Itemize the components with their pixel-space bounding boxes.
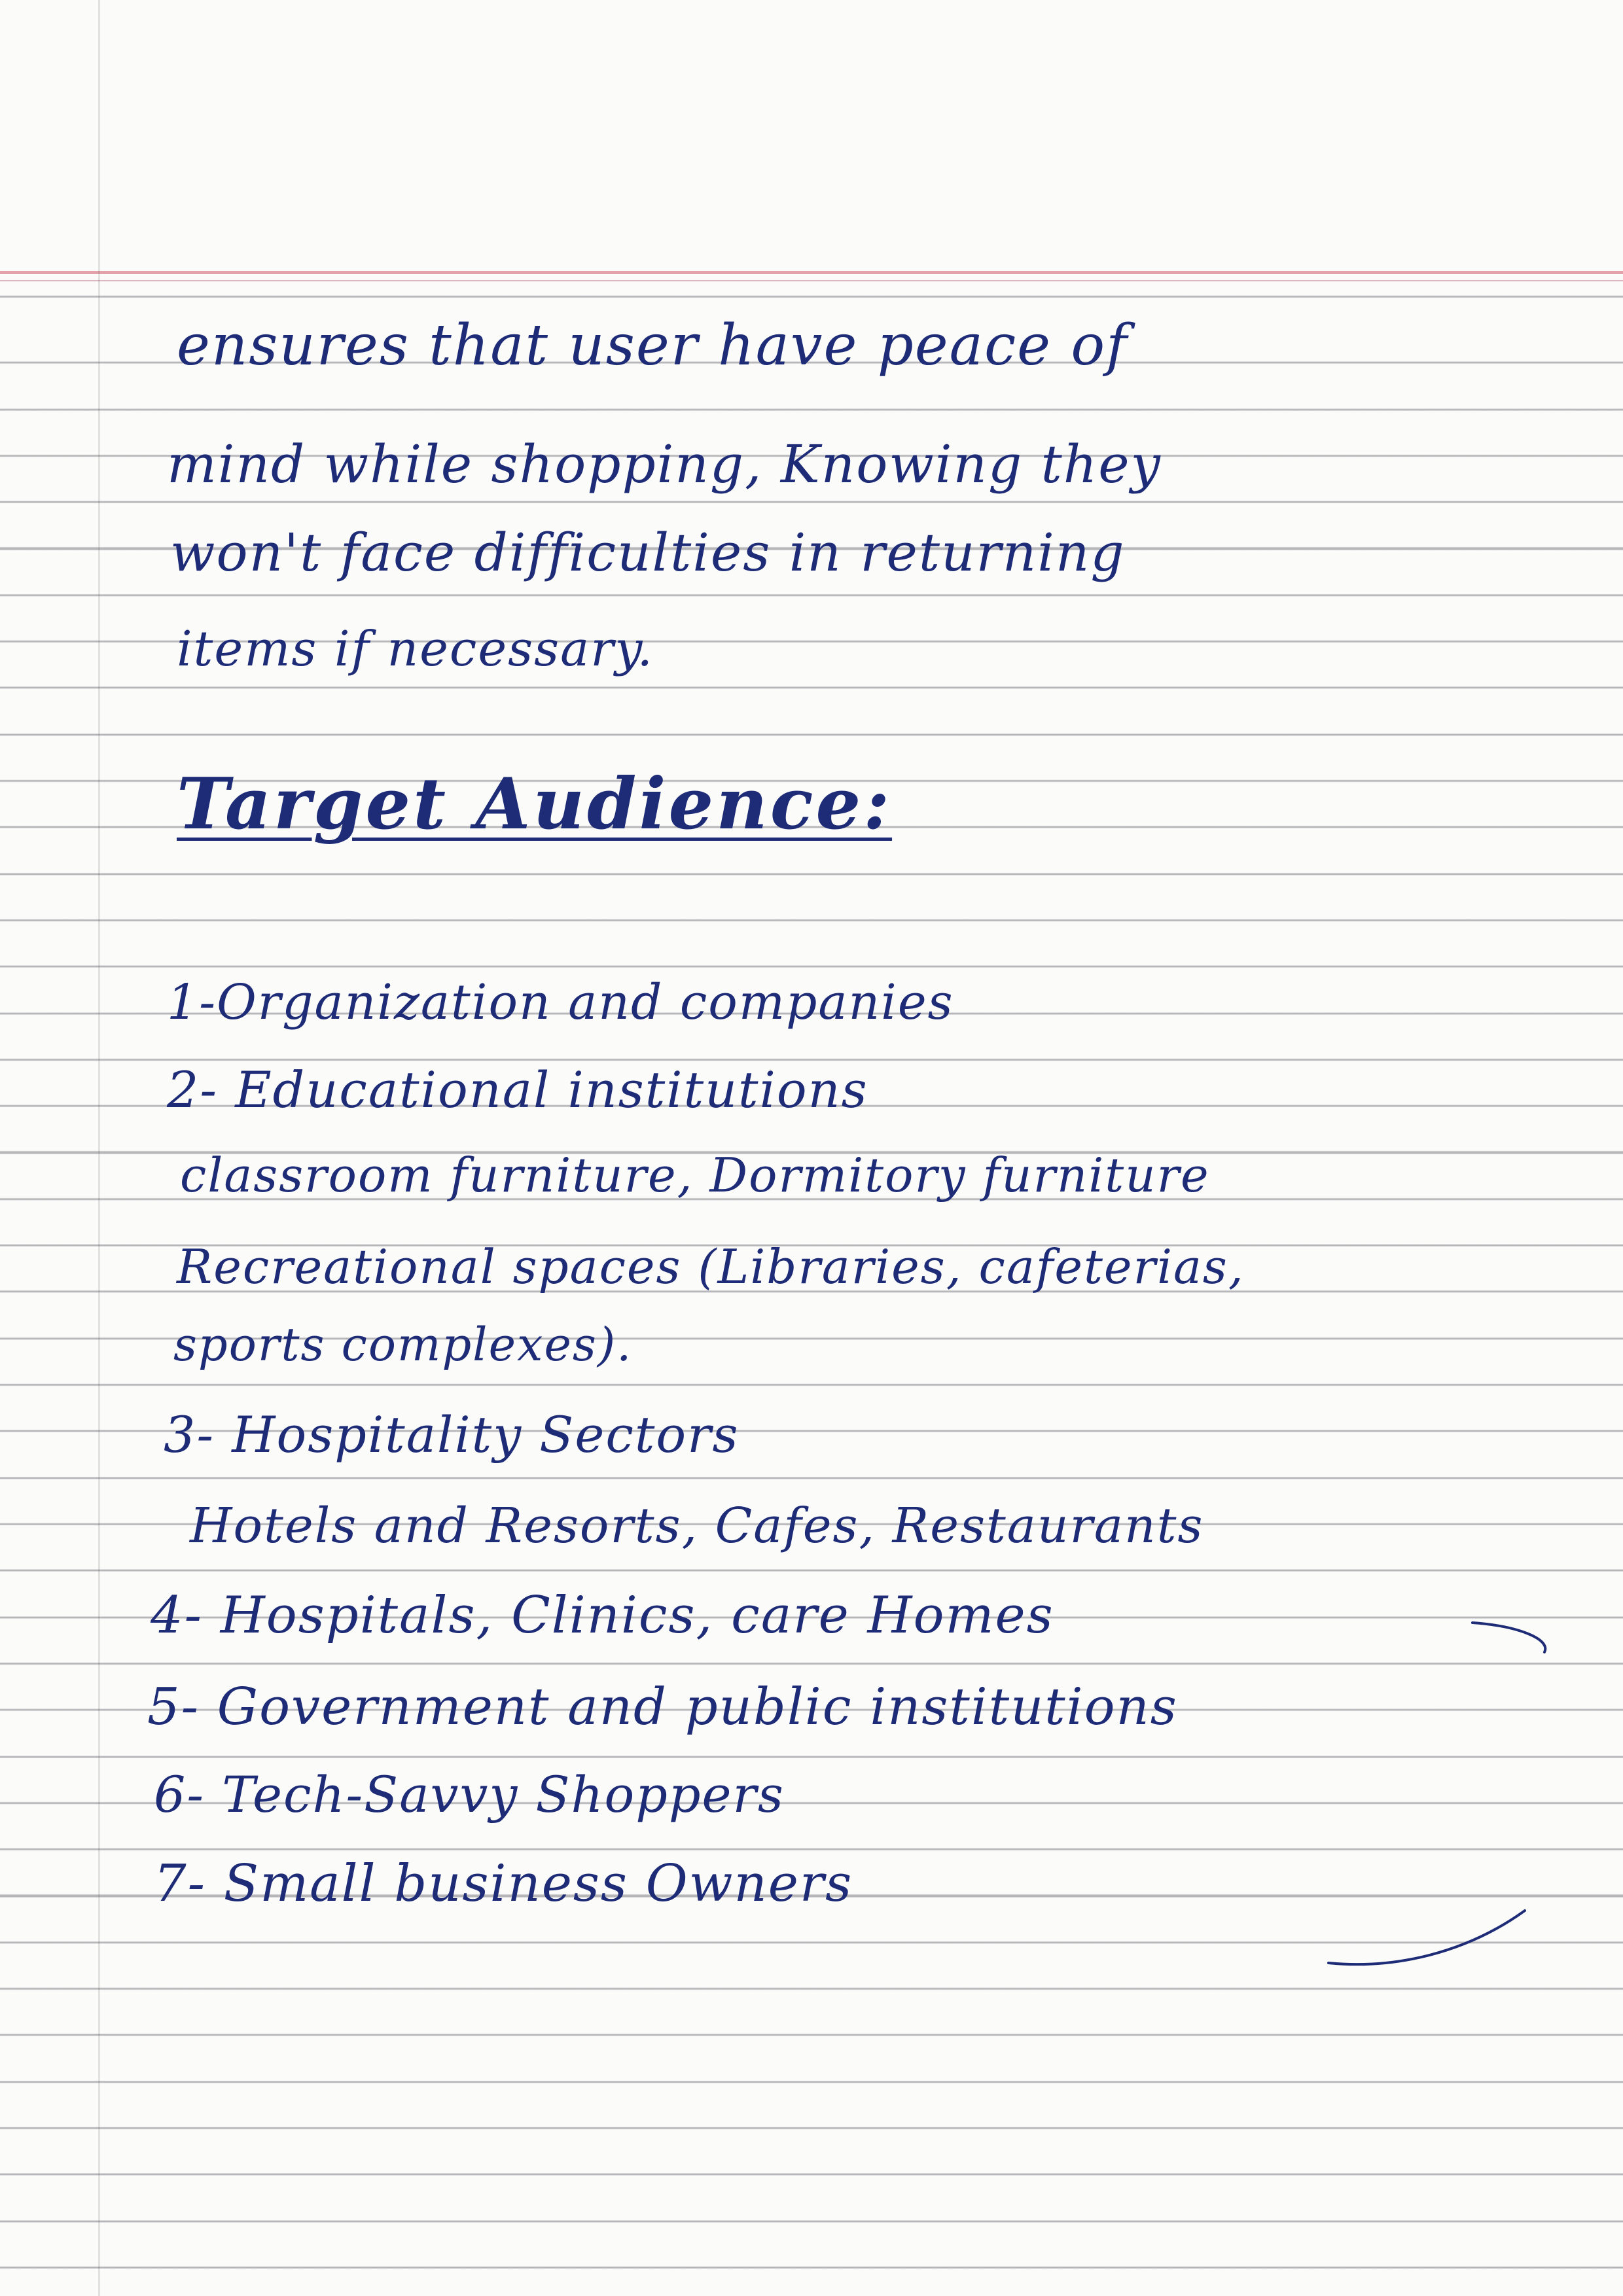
list-item-2: 2- Educational institutions [167,1061,868,1119]
list-item-2-detail-3: sports complexes). [173,1318,633,1371]
list-item-7: 7- Small business Owners [154,1854,853,1913]
list-item-3-detail: Hotels and Resorts, Cafes, Restaurants [190,1498,1204,1554]
list-item-2-detail-2: Recreational spaces (Libraries, cafeterias, [177,1239,1245,1294]
page-header-area [0,0,1623,275]
paragraph-line-1: ensures that user have peace of [177,313,1128,378]
list-item-6: 6- Tech-Savvy Shoppers [154,1765,785,1824]
top-margin-line-secondary [0,280,1623,281]
list-item-2-detail-1: classroom furniture, Dormitory furniture [180,1148,1210,1203]
list-item-1: 1-Organization and companies [167,974,954,1031]
paragraph-line-3: won't face difficulties in returning [170,522,1126,583]
left-page-edge [98,0,100,2296]
target-audience-heading: Target Audience: [177,763,893,845]
top-margin-line [0,271,1623,274]
paragraph-line-4: items if necessary. [177,621,654,677]
list-item-4: 4- Hospitals, Clinics, care Homes [151,1586,1054,1645]
list-item-3: 3- Hospitality Sectors [164,1405,740,1464]
paragraph-line-2: mind while shopping, Knowing they [167,434,1162,495]
list-item-5: 5- Government and public institutions [147,1678,1178,1737]
